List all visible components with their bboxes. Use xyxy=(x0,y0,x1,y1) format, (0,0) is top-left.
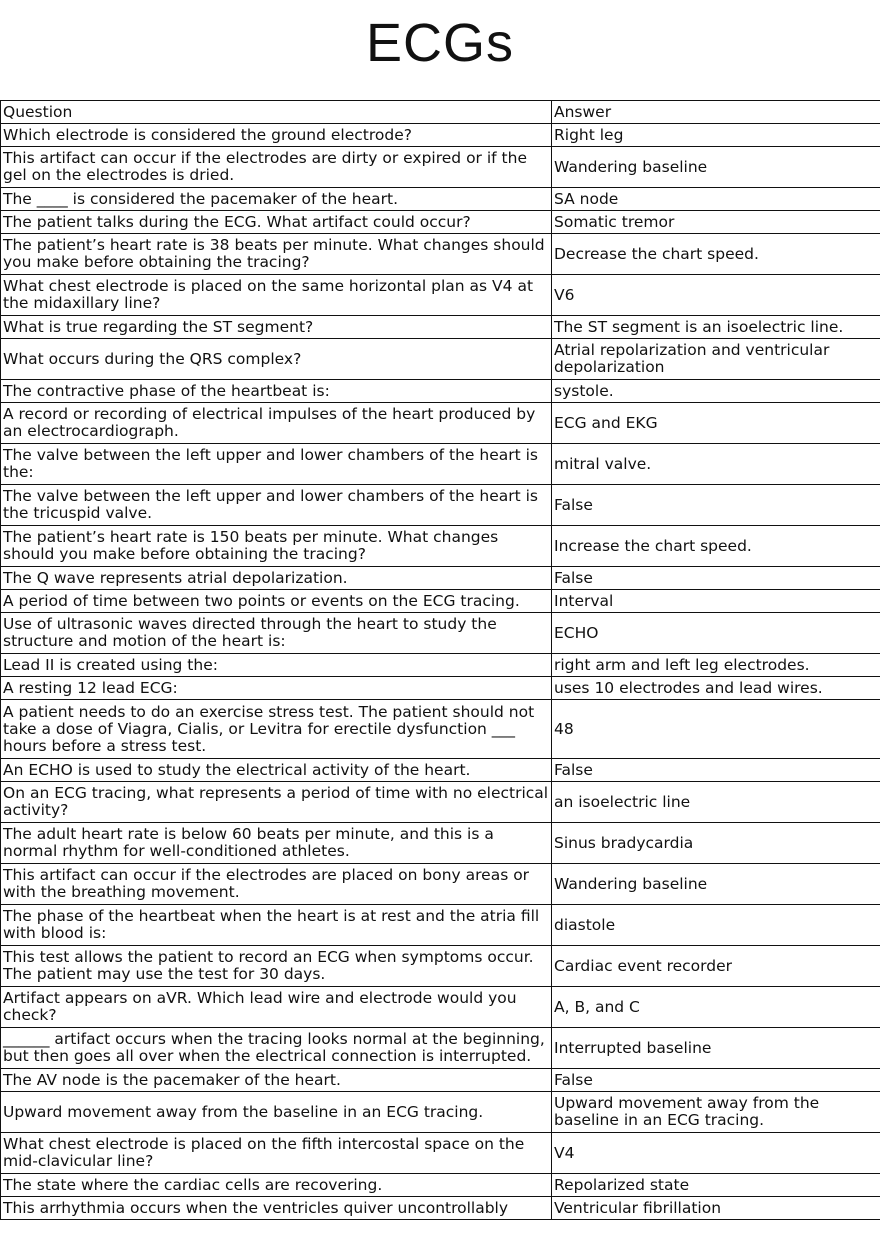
question-cell: A period of time between two points or events on the ECG tracing. xyxy=(1,590,552,613)
answer-cell: ECHO xyxy=(552,613,880,654)
table-row xyxy=(1,1174,880,1197)
table-row xyxy=(1,613,880,654)
header-question: Question xyxy=(1,101,552,124)
table-row xyxy=(1,759,880,782)
table-row xyxy=(1,485,880,526)
question-cell: On an ECG tracing, what represents a period of time with no electrical activity? xyxy=(1,782,552,823)
answer-cell: The ST segment is an isoelectric line. xyxy=(552,316,880,339)
answer-cell: False xyxy=(552,485,880,526)
table-row xyxy=(1,567,880,590)
table-row xyxy=(1,1092,880,1133)
table-row xyxy=(1,339,880,380)
table-row xyxy=(1,316,880,339)
question-cell: What chest electrode is placed on the fifth intercostal space on the mid-clavicular line? xyxy=(1,1133,552,1174)
table-row xyxy=(1,275,880,316)
table-row xyxy=(1,147,880,188)
qa-table xyxy=(0,100,880,1220)
table-row xyxy=(1,590,880,613)
table-row xyxy=(1,211,880,234)
table-row xyxy=(1,188,880,211)
answer-cell: Decrease the chart speed. xyxy=(552,234,880,275)
table-row xyxy=(1,1133,880,1174)
question-cell: The adult heart rate is below 60 beats per minute, and this is a normal rhythm for well-conditioned athletes. xyxy=(1,823,552,864)
question-cell: The contractive phase of the heartbeat is: xyxy=(1,380,552,403)
answer-cell: Ventricular fibrillation xyxy=(552,1197,880,1220)
question-cell: Artifact appears on aVR. Which lead wire and electrode would you check? xyxy=(1,987,552,1028)
table-row xyxy=(1,1069,880,1092)
answer-cell: Somatic tremor xyxy=(552,211,880,234)
question-cell: The valve between the left upper and lower chambers of the heart is the: xyxy=(1,444,552,485)
question-cell: A record or recording of electrical impulses of the heart produced by an electrocardiograph. xyxy=(1,403,552,444)
answer-cell: V4 xyxy=(552,1133,880,1174)
page-title: ECGs xyxy=(365,13,515,73)
question-cell: This arrhythmia occurs when the ventricles quiver uncontrollably xyxy=(1,1197,552,1220)
table-row xyxy=(1,526,880,567)
question-cell: The patient talks during the ECG. What artifact could occur? xyxy=(1,211,552,234)
answer-cell: Atrial repolarization and ventricular depolarization xyxy=(552,339,880,380)
answer-cell: False xyxy=(552,567,880,590)
answer-cell: uses 10 electrodes and lead wires. xyxy=(552,677,880,700)
table-row xyxy=(1,1028,880,1069)
question-cell: The valve between the left upper and lower chambers of the heart is the tricuspid valve. xyxy=(1,485,552,526)
table-row xyxy=(1,380,880,403)
question-cell: The Q wave represents atrial depolarization. xyxy=(1,567,552,590)
question-cell: What is true regarding the ST segment? xyxy=(1,316,552,339)
answer-cell: ECG and EKG xyxy=(552,403,880,444)
question-cell: An ECHO is used to study the electrical activity of the heart. xyxy=(1,759,552,782)
question-cell: The patient’s heart rate is 38 beats per minute. What changes should you make before obtaining the tracing? xyxy=(1,234,552,275)
question-cell: The AV node is the pacemaker of the heart. xyxy=(1,1069,552,1092)
table-row xyxy=(1,987,880,1028)
question-cell: What chest electrode is placed on the same horizontal plan as V4 at the midaxillary line? xyxy=(1,275,552,316)
table-row xyxy=(1,1197,880,1220)
table-row xyxy=(1,782,880,823)
question-cell: Use of ultrasonic waves directed through the heart to study the structure and motion of the heart is: xyxy=(1,613,552,654)
answer-cell: systole. xyxy=(552,380,880,403)
answer-cell: Wandering baseline xyxy=(552,864,880,905)
question-cell: This artifact can occur if the electrodes are placed on bony areas or with the breathing movement. xyxy=(1,864,552,905)
answer-cell: Cardiac event recorder xyxy=(552,946,880,987)
table-row xyxy=(1,124,880,147)
question-cell: The state where the cardiac cells are recovering. xyxy=(1,1174,552,1197)
answer-cell: diastole xyxy=(552,905,880,946)
answer-cell: V6 xyxy=(552,275,880,316)
table-row xyxy=(1,677,880,700)
answer-cell: an isoelectric line xyxy=(552,782,880,823)
table-row xyxy=(1,700,880,759)
answer-cell: SA node xyxy=(552,188,880,211)
header-answer: Answer xyxy=(552,101,880,124)
table-row xyxy=(1,864,880,905)
answer-cell: Interval xyxy=(552,590,880,613)
answer-cell: Upward movement away from the baseline in an ECG tracing. xyxy=(552,1092,880,1133)
question-cell: Upward movement away from the baseline in an ECG tracing. xyxy=(1,1092,552,1133)
answer-cell: 48 xyxy=(552,700,880,759)
table-row xyxy=(1,444,880,485)
answer-cell: False xyxy=(552,1069,880,1092)
question-cell: Which electrode is considered the ground electrode? xyxy=(1,124,552,147)
question-cell: A resting 12 lead ECG: xyxy=(1,677,552,700)
answer-cell: False xyxy=(552,759,880,782)
question-cell: Lead II is created using the: xyxy=(1,654,552,677)
question-cell: This artifact can occur if the electrodes are dirty or expired or if the gel on the electrodes is dried. xyxy=(1,147,552,188)
answer-cell: mitral valve. xyxy=(552,444,880,485)
question-cell: The phase of the heartbeat when the heart is at rest and the atria fill with blood is: xyxy=(1,905,552,946)
table-header-row xyxy=(1,101,880,124)
table-row xyxy=(1,234,880,275)
answer-cell: Wandering baseline xyxy=(552,147,880,188)
question-cell: The patient’s heart rate is 150 beats per minute. What changes should you make before obtaining the tracing? xyxy=(1,526,552,567)
answer-cell: Right leg xyxy=(552,124,880,147)
answer-cell: Sinus bradycardia xyxy=(552,823,880,864)
table-row xyxy=(1,403,880,444)
answer-cell: Increase the chart speed. xyxy=(552,526,880,567)
table-row xyxy=(1,905,880,946)
answer-cell: right arm and left leg electrodes. xyxy=(552,654,880,677)
answer-cell: Repolarized state xyxy=(552,1174,880,1197)
answer-cell: A, B, and C xyxy=(552,987,880,1028)
question-cell: The ____ is considered the pacemaker of the heart. xyxy=(1,188,552,211)
table-row xyxy=(1,823,880,864)
question-cell: What occurs during the QRS complex? xyxy=(1,339,552,380)
question-cell: This test allows the patient to record an ECG when symptoms occur. The patient may use the test for 30 days. xyxy=(1,946,552,987)
answer-cell: Interrupted baseline xyxy=(552,1028,880,1069)
table-row xyxy=(1,946,880,987)
question-cell: ______ artifact occurs when the tracing looks normal at the beginning, but then goes all over when the electrical connection is interrupted. xyxy=(1,1028,552,1069)
table-row xyxy=(1,654,880,677)
question-cell: A patient needs to do an exercise stress test. The patient should not take a dose of Viagra, Cialis, or Levitra for erectile dysfunction ___ hours before a stress test. xyxy=(1,700,552,759)
